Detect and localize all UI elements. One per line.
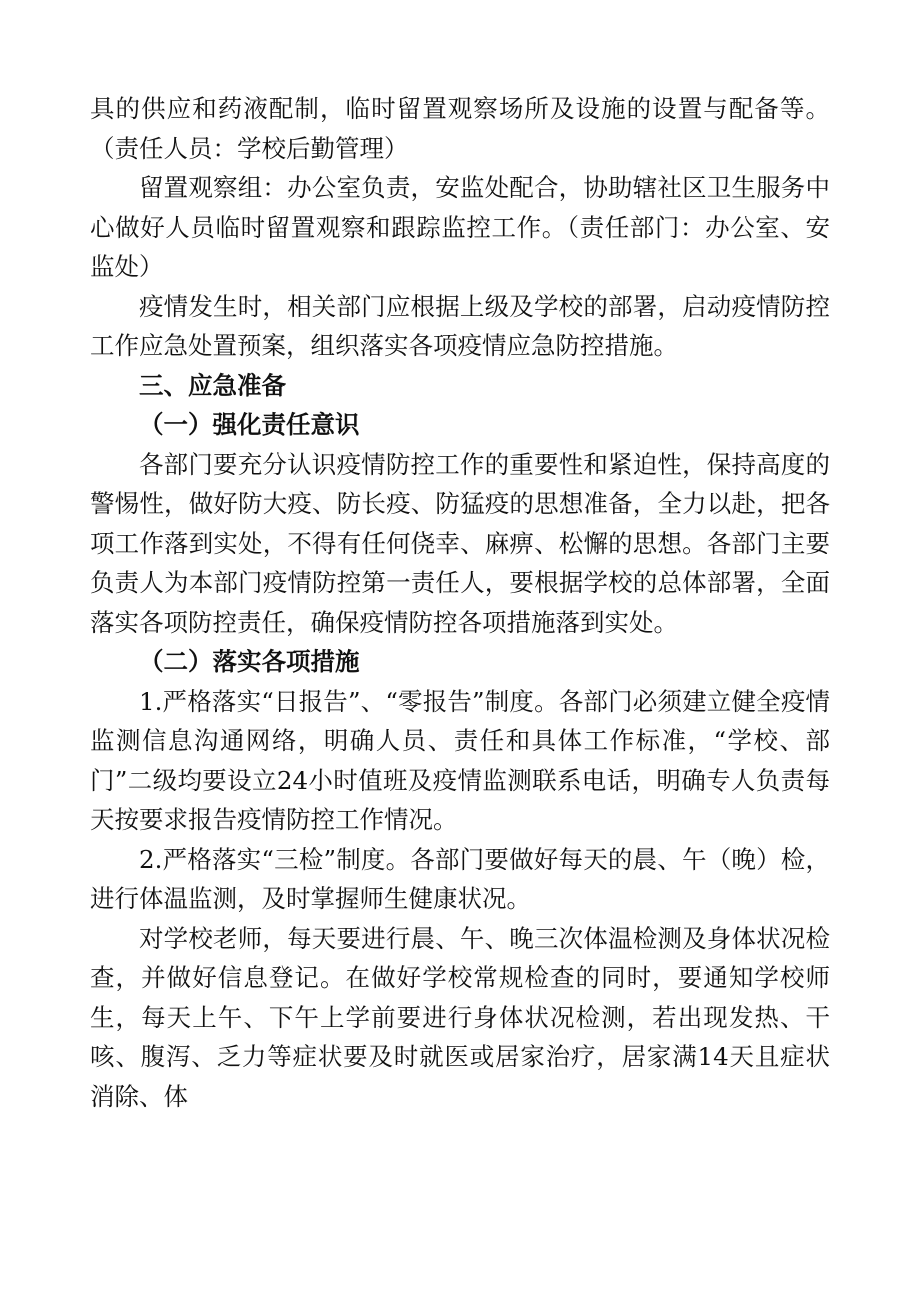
paragraph-responsibility: 各部门要充分认识疫情防控工作的重要性和紧迫性，保持高度的警惕性，做好防大疫、防长疫、防猛疫的思想准备，全力以赴，把各项工作落到实处，不得有任何侥幸、麻痹、松懈的思想。各部门主要负责人为本部门疫情防控第一责任人，要根据学校的总体部署，全面落实各项防控责任，确保疫情防控各项措施落到实处。 [90,449,830,637]
paragraph-outbreak-response: 疫情发生时，相关部门应根据上级及学校的部署，启动疫情防控工作应急处置预案，组织落实各项疫情应急防控措施。 [90,291,830,360]
subheading-measures: （二）落实各项措施 [139,647,360,676]
section-heading-emergency-preparation: 三、应急准备 [139,370,286,400]
paragraph-teacher-checks: 对学校老师，每天要进行晨、午、晚三次体温检测及身体状况检查，并做好信息登记。在做好学校常规检查的同时，要通知学校师生，每天上午、下午上学前要进行身体状况检测，若出现发热、干咳、腹泻、乏力等症状要及时就医或居家治疗，居家满14天且症状消除、体 [90,923,830,1111]
paragraph-three-checks: 2.严格落实“三检”制度。各部门要做好每天的晨、午（晚）检，进行体温监测，及时掌握师生健康状况。 [90,844,830,913]
paragraph-daily-report: 1.严格落实“日报告”、“零报告”制度。各部门必须建立健全疫情监测信息沟通网络，明确人员、责任和具体工作标准，“学校、部门”二级均要设立24小时值班及疫情监测联系电话，明确专人负责每天按要求报告疫情防控工作情况。 [90,686,830,834]
paragraph-continuation: 具的供应和药液配制，临时留置观察场所及设施的设置与配备等。（责任人员：学校后勤管理） [90,94,830,163]
subheading-responsibility: （一）强化责任意识 [139,410,360,439]
document-page [90,89,830,1116]
paragraph-observation-group: 留置观察组：办公室负责，安监处配合，协助辖社区卫生服务中心做好人员临时留置观察和跟踪监控工作。（责任部门：办公室、安监处） [90,173,830,281]
